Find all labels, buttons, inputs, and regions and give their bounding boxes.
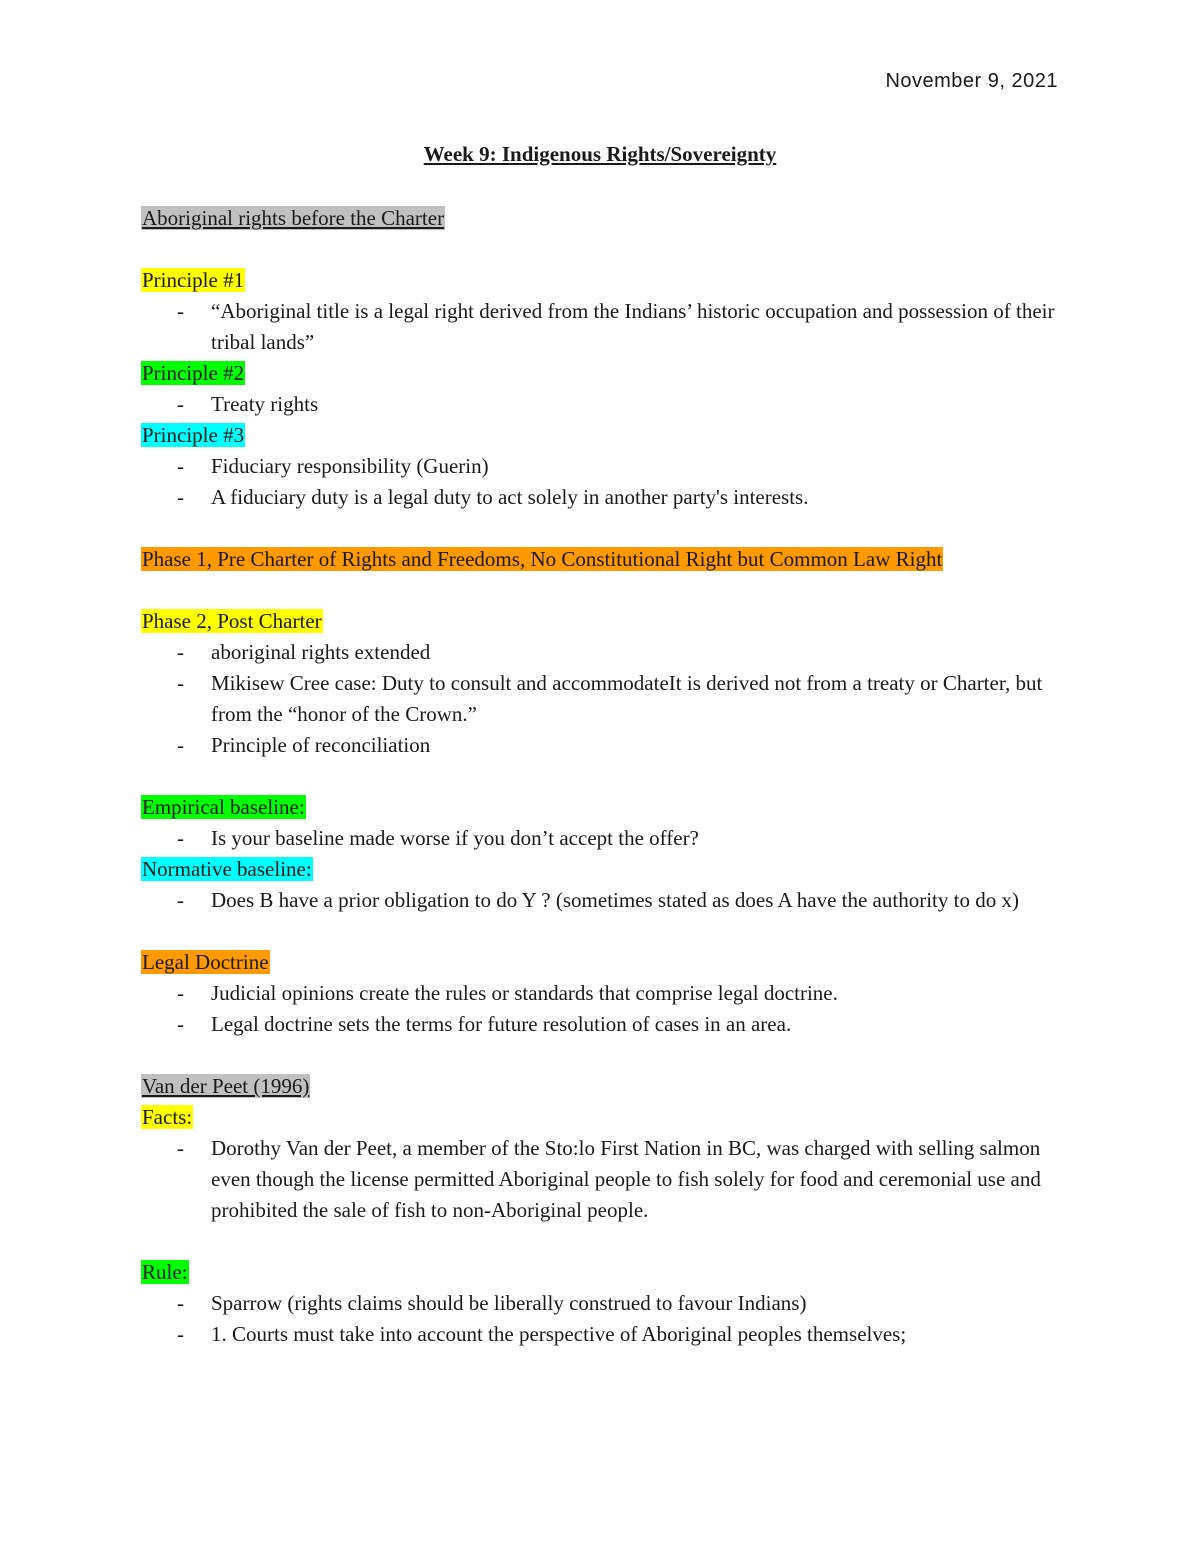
list-item: - A fiduciary duty is a legal duty to act solely in another party's interests. [177, 485, 809, 509]
list-item: - Judicial opinions create the rules or standards that comprise legal doctrine. [177, 981, 838, 1005]
empirical-baseline-label: Empirical baseline: [142, 795, 305, 819]
list-item: - Legal doctrine sets the terms for future resolution of cases in an area. [177, 1012, 792, 1036]
list-item: - Does B have a prior obligation to do Y ? (sometimes stated as does A have the authority to do x) [177, 888, 1019, 912]
list-item: - Mikisew Cree case: Duty to consult and accommodateIt is derived not from a treaty or Charter, but from the “honor of the Crown.” [177, 671, 1043, 726]
facts-label: Facts: [142, 1105, 193, 1129]
list-item: - Dorothy Van der Peet, a member of the Sto:lo First Nation in BC, was charged with selling salmon even though the license permitted Aboriginal people to fish solely for food and ceremonial use and prohibited the sale of fish to non-Aboriginal people. [177, 1136, 1041, 1222]
section-heading-before-charter: Aboriginal rights before the Charter [142, 206, 445, 230]
principle-2-label: Principle #2 [142, 361, 245, 385]
rule-label: Rule: [142, 1260, 188, 1284]
list-item: - Sparrow (rights claims should be liberally construed to favour Indians) [177, 1291, 807, 1315]
list-item: - Fiduciary responsibility (Guerin) [177, 454, 489, 478]
list-item: - “Aboriginal title is a legal right derived from the Indians’ historic occupation and possession of their tribal lands” [177, 299, 1055, 354]
principle-1-label: Principle #1 [142, 268, 245, 292]
list-item: - Is your baseline made worse if you don’t accept the offer? [177, 826, 699, 850]
phase-1-heading: Phase 1, Pre Charter of Rights and Freedoms, No Constitutional Right but Common Law Right [142, 547, 943, 571]
list-item: - 1. Courts must take into account the perspective of Aboriginal peoples themselves; [177, 1322, 907, 1346]
document-date: November 9, 2021 [885, 70, 1058, 92]
document-title: Week 9: Indigenous Rights/Sovereignty [423, 142, 777, 166]
van-der-peet-heading: Van der Peet (1996) [142, 1074, 310, 1098]
legal-doctrine-label: Legal Doctrine [142, 950, 269, 974]
list-item: - Treaty rights [177, 392, 319, 416]
list-item: - Principle of reconciliation [177, 733, 431, 757]
principle-3-label: Principle #3 [142, 423, 245, 447]
phase-2-label: Phase 2, Post Charter [142, 609, 322, 633]
normative-baseline-label: Normative baseline: [142, 857, 312, 881]
list-item: - aboriginal rights extended [177, 640, 431, 664]
document-body [141, 203, 1061, 1350]
